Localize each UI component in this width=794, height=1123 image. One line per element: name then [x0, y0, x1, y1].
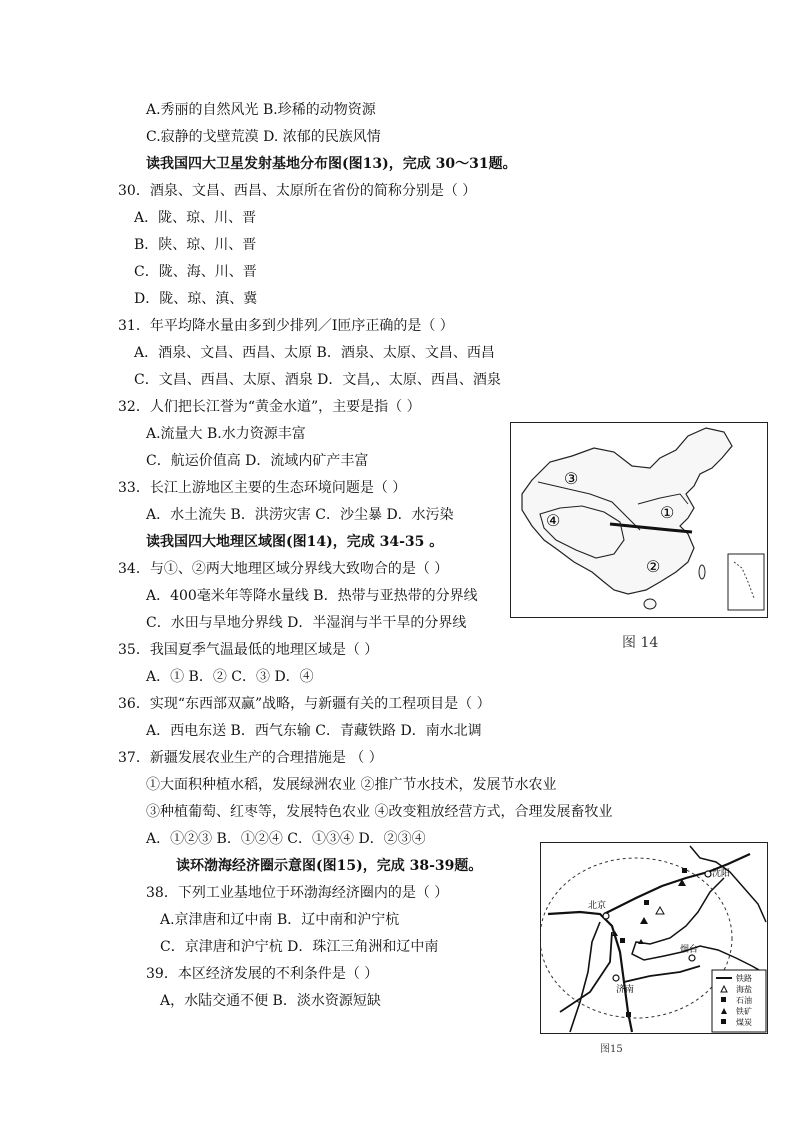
q36-options: A．西电东送 B．西气东输 C．青藏铁路 D．南水北调	[146, 723, 482, 739]
q32-options-cd: C．航运价值高 D．流域内矿产丰富	[146, 453, 369, 469]
figure-14-caption: 图 14	[622, 635, 659, 651]
q30-option-d: D．陇、琼、滇、冀	[134, 291, 258, 307]
question-34: 34．与①、②两大地理区域分界线大致吻合的是（ ）	[118, 561, 449, 577]
q34-options-ab: A．400毫米年等降水量线 B．热带与亚热带的分界线	[146, 588, 478, 604]
question-36: 36．实现“东西部双赢”战略，与新疆有关的工程项目是（ ）	[118, 696, 491, 712]
q38-options-ab: A.京津唐和辽中南 B．辽中南和沪宁杭	[160, 912, 400, 928]
south-china-sea-inset	[728, 554, 764, 610]
q29-options-cd: C.寂静的戈壁荒漠 D. 浓郁的民族风情	[146, 129, 381, 145]
question-39: 39．本区经济发展的不利条件是（ ）	[146, 966, 379, 982]
q31-options-cd: C．文昌、西昌、太原、酒泉 D．文昌,、太原、西昌、酒泉	[134, 372, 501, 388]
question-37: 37．新疆发展农业生产的合理措施是 （ ）	[118, 750, 383, 766]
q34-options-cd: C．水田与旱地分界线 D．半湿润与半干旱的分界线	[146, 615, 467, 631]
city-jinan-label: 济南	[616, 985, 635, 995]
question-30: 30．酒泉、文昌、西昌、太原所在省份的简称分别是（ ）	[118, 183, 477, 199]
figure-15-caption: 图15	[600, 1044, 623, 1055]
question-31: 31．年平均降水量由多到少排列／I匝序正确的是（ ）	[118, 318, 454, 334]
resource-square-2	[644, 900, 649, 905]
legend-salt-label: 海盐	[736, 985, 752, 994]
city-beijing-label: 北京	[588, 901, 607, 911]
resource-square-1	[682, 868, 687, 873]
resource-square-4	[626, 1012, 631, 1017]
legend-oil-symbol	[721, 997, 726, 1002]
region-label-2: ②	[646, 557, 661, 576]
question-38: 38．下列工业基地位于环渤海经济圈内的是（ ）	[146, 885, 449, 901]
question-35: 35．我国夏季气温最低的地理区域是（ ）	[118, 642, 379, 658]
q33-options: A．水土流失 B．洪涝灾害 C．沙尘暴 D．水污染	[146, 507, 454, 523]
legend-railway-label: 铁路	[736, 974, 752, 983]
legend-oil-label: 石油	[736, 996, 752, 1005]
q37-statements-12: ①大面积种植水稻，发展绿洲农业 ②推广节水技术，发展节水农业	[146, 777, 557, 793]
city-shenyang-dot	[705, 871, 711, 877]
q35-options: A．① B．② C．③ D．④	[146, 669, 314, 685]
figure-14-map	[510, 422, 768, 618]
city-shenyang-label: 沈阳	[712, 869, 731, 879]
city-yantai-label: 烟台	[680, 945, 699, 955]
region-label-3: ③	[564, 469, 579, 488]
q38-options-cd: C．京津唐和沪宁杭 D．珠江三角洲和辽中南	[160, 939, 439, 955]
legend-iron-label: 铁矿	[736, 1007, 752, 1016]
instruction-fig13: 读我国四大卫星发射基地分布图(图13)，完成 30～31题。	[146, 156, 517, 172]
instruction-fig14: 读我国四大地理区域图(图14)，完成 34-35 。	[146, 534, 444, 550]
q30-option-c: C．陇、海、川、晋	[134, 264, 257, 280]
figure-15-map	[540, 842, 768, 1034]
city-beijing-dot	[603, 913, 609, 919]
hainan-island	[644, 599, 656, 609]
china-regions-map-svg	[510, 422, 768, 618]
q29-options-ab: A.秀丽的自然风光 B.珍稀的动物资源	[146, 102, 376, 118]
q32-options-ab: A.流量大 B.水力资源丰富	[146, 426, 306, 442]
q37-statements-34: ③种植葡萄、红枣等，发展特色农业 ④改变粗放经营方式，合理发展畜牧业	[146, 804, 613, 820]
legend-coal-label: 煤炭	[736, 1018, 752, 1027]
legend-coal-symbol	[721, 1019, 726, 1024]
q30-option-b: B．陕、琼、川、晋	[134, 237, 257, 253]
question-32: 32．人们把长江誉为“黄金水道”，主要是指（ ）	[118, 399, 421, 415]
instruction-fig15: 读环渤海经济圈示意图(图15)，完成 38-39题。	[176, 858, 483, 874]
q31-options-ab: A．酒泉、文昌、西昌、太原 B．酒泉、太原、文昌、西昌	[134, 345, 495, 361]
city-jinan-dot	[613, 975, 619, 981]
question-33: 33．长江上游地区主要的生态环境问题是（ ）	[118, 480, 407, 496]
bohai-map-svg	[540, 842, 768, 1034]
q30-option-a: A．陇、琼、川、晋	[134, 210, 257, 226]
resource-square-3	[620, 938, 625, 943]
q39-options-ab: A，水陆交通不便 B．淡水资源短缺	[160, 993, 381, 1009]
region-label-1: ①	[660, 503, 675, 522]
taiwan-island	[699, 565, 705, 579]
region-label-4: ④	[546, 511, 561, 530]
q37-options: A．①②③ B．①②④ C．①③④ D．②③④	[146, 831, 426, 847]
city-yantai-dot	[689, 955, 695, 961]
